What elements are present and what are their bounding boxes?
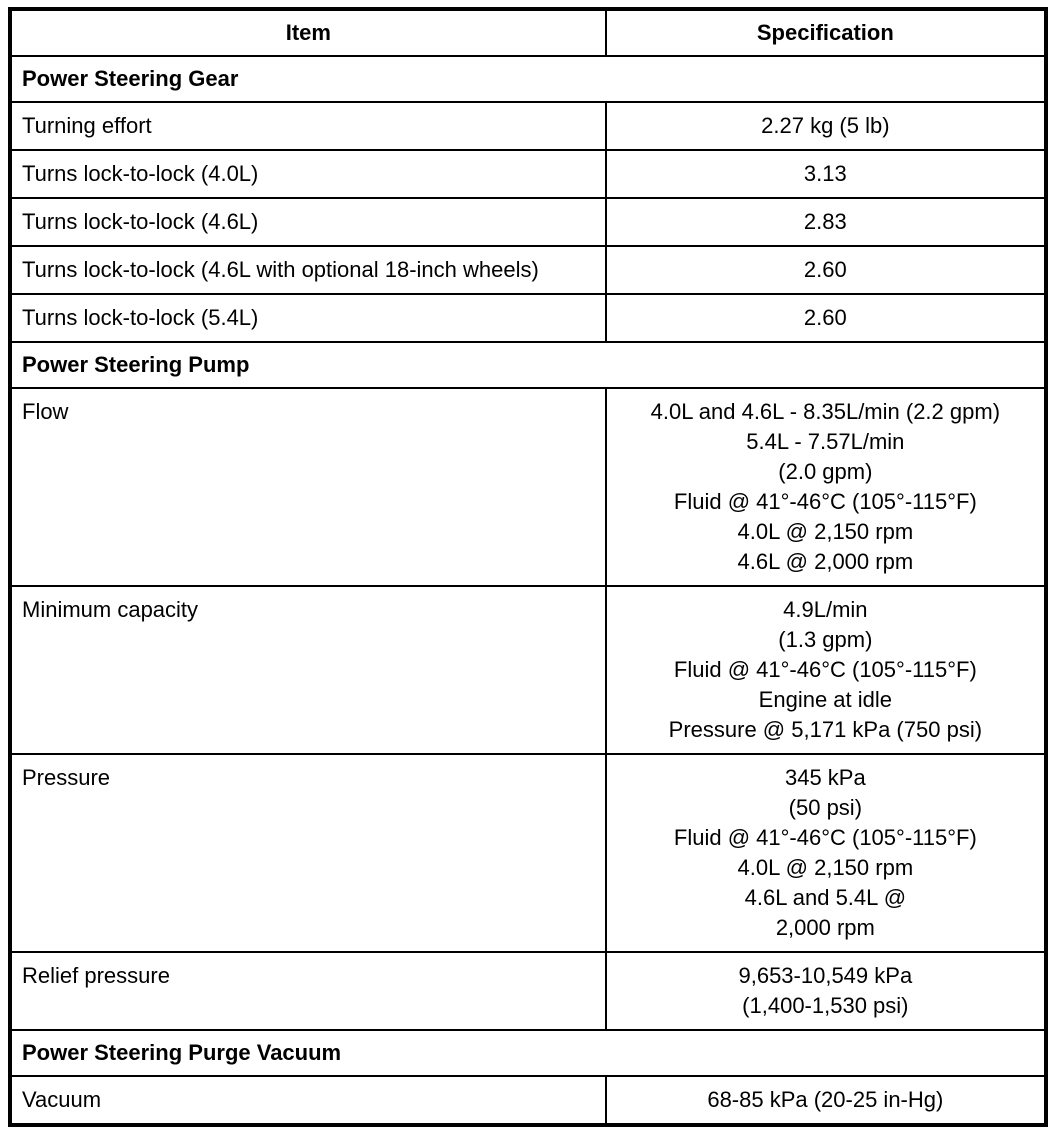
spec-cell: 4.9L/min (1.3 gpm) Fluid @ 41°-46°C (105°-115°F) Engine at idle Pressure @ 5,171 kPa (750 psi) (606, 586, 1046, 754)
table-row (10, 388, 1046, 586)
table-row (10, 952, 1046, 1030)
section-title: Power Steering Gear (10, 56, 1046, 102)
item-cell: Flow (10, 388, 606, 586)
power-steering-spec-table (8, 7, 1048, 1127)
section-title: Power Steering Pump (10, 342, 1046, 388)
table-row (10, 586, 1046, 754)
spec-cell: 68-85 kPa (20-25 in-Hg) (606, 1076, 1046, 1125)
spec-cell: 4.0L and 4.6L - 8.35L/min (2.2 gpm) 5.4L - 7.57L/min (2.0 gpm) Fluid @ 41°-46°C (105°-115°F) 4.0L @ 2,150 rpm 4.6L @ 2,000 rpm (606, 388, 1046, 586)
spec-cell: 345 kPa (50 psi) Fluid @ 41°-46°C (105°-115°F) 4.0L @ 2,150 rpm 4.6L and 5.4L @ 2,000 rpm (606, 754, 1046, 952)
item-cell: Turning effort (10, 102, 606, 150)
spec-cell: 2.27 kg (5 lb) (606, 102, 1046, 150)
table-header-row (10, 9, 1046, 56)
column-header-specification: Specification (606, 9, 1046, 56)
table-row (10, 246, 1046, 294)
section-header-row (10, 342, 1046, 388)
item-cell: Pressure (10, 754, 606, 952)
item-cell: Turns lock-to-lock (4.6L) (10, 198, 606, 246)
spec-table-body (10, 56, 1046, 1125)
spec-cell: 3.13 (606, 150, 1046, 198)
item-cell: Minimum capacity (10, 586, 606, 754)
item-cell: Turns lock-to-lock (5.4L) (10, 294, 606, 342)
item-cell: Turns lock-to-lock (4.0L) (10, 150, 606, 198)
table-row (10, 102, 1046, 150)
column-header-item: Item (10, 9, 606, 56)
table-row (10, 294, 1046, 342)
section-header-row (10, 1030, 1046, 1076)
spec-cell: 2.83 (606, 198, 1046, 246)
table-row (10, 1076, 1046, 1125)
spec-cell: 9,653-10,549 kPa (1,400-1,530 psi) (606, 952, 1046, 1030)
item-cell: Turns lock-to-lock (4.6L with optional 18-inch wheels) (10, 246, 606, 294)
item-cell: Relief pressure (10, 952, 606, 1030)
section-title: Power Steering Purge Vacuum (10, 1030, 1046, 1076)
spec-cell: 2.60 (606, 294, 1046, 342)
table-row (10, 198, 1046, 246)
item-cell: Vacuum (10, 1076, 606, 1125)
spec-cell: 2.60 (606, 246, 1046, 294)
section-header-row (10, 56, 1046, 102)
table-row (10, 150, 1046, 198)
table-row (10, 754, 1046, 952)
